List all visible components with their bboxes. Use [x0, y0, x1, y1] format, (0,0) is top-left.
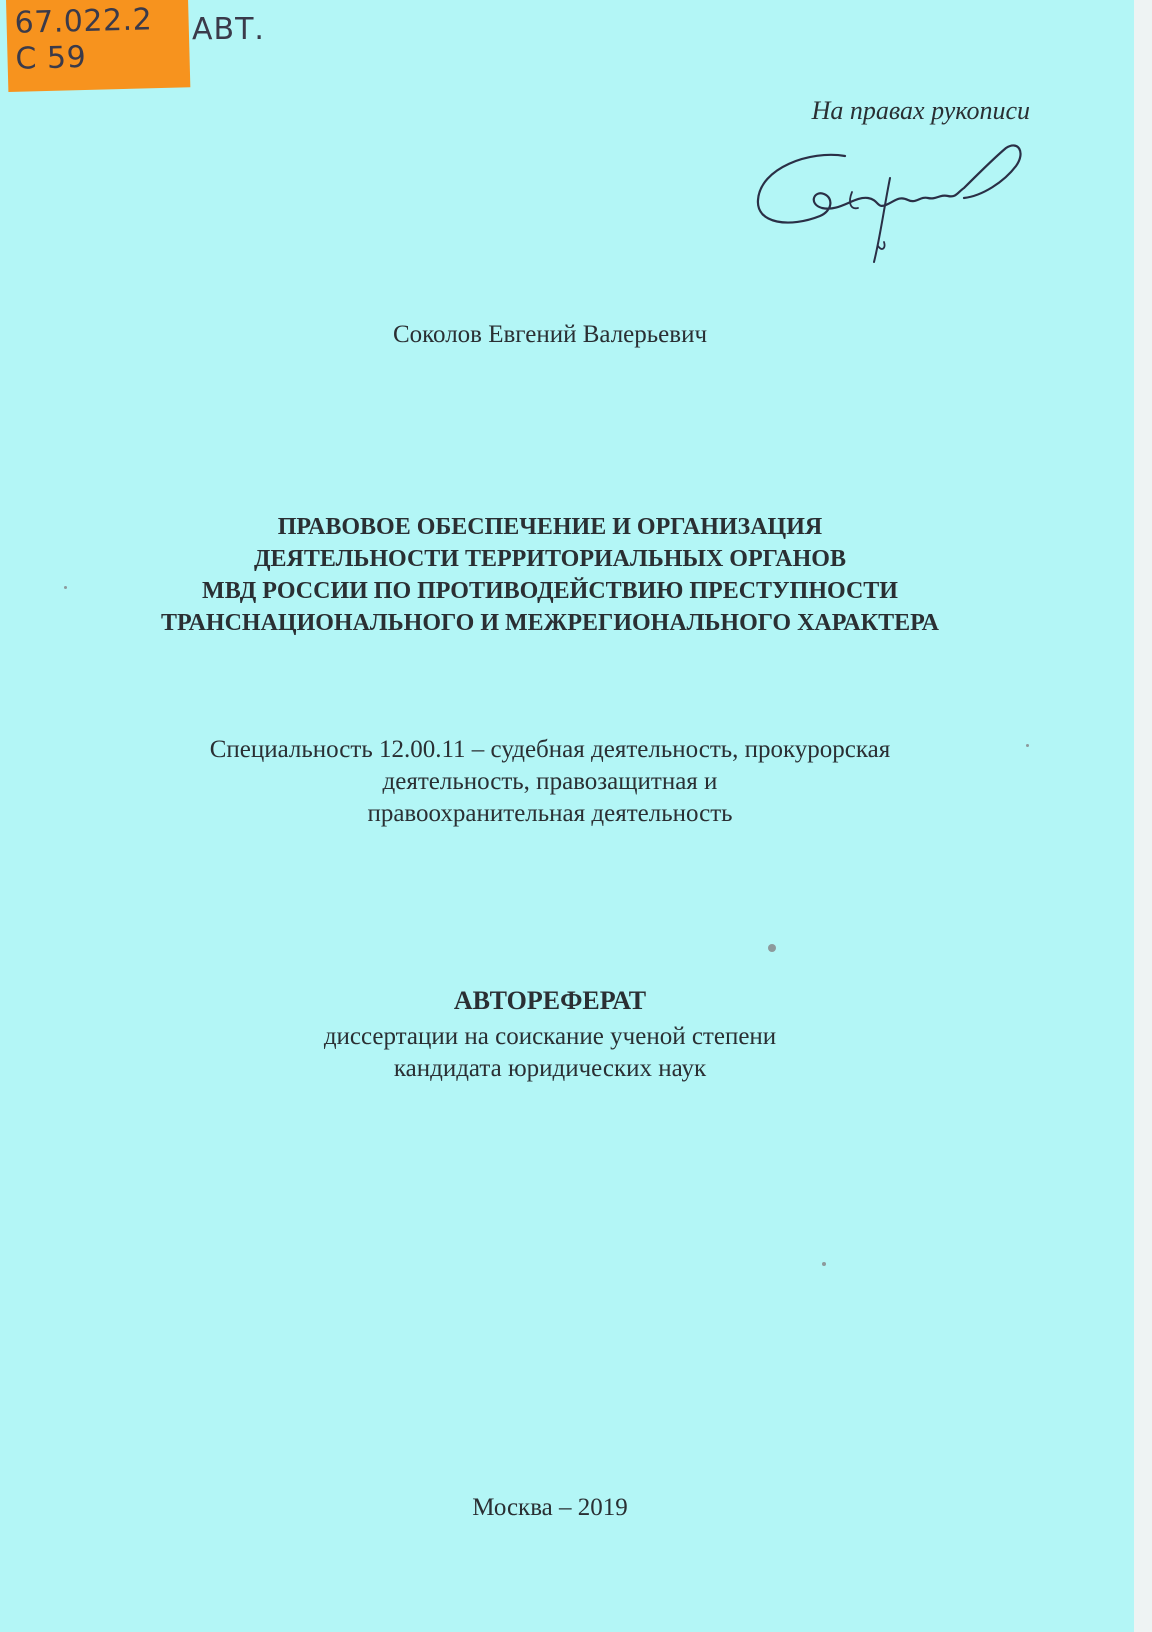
specialty-line: деятельность, правозащитная и — [382, 768, 718, 795]
specialty-line: правоохранительная деятельность — [367, 800, 733, 827]
specialty — [0, 734, 1100, 830]
author-name: Соколов Евгений Валерьевич — [392, 321, 708, 348]
paper-speck — [768, 944, 776, 952]
title-line: ТРАНСНАЦИОНАЛЬНОГО И МЕЖРЕГИОНАЛЬНОГО ХАРАКТЕРА — [160, 610, 940, 636]
scan-margin — [1134, 0, 1152, 1632]
description-line: диссертации на соискание ученой степени — [323, 1023, 777, 1050]
title-line: МВД РОССИИ ПО ПРОТИВОДЕЙСТВИЮ ПРЕСТУПНОСТИ — [202, 578, 898, 604]
paper-speck — [1026, 744, 1029, 747]
title-line: ПРАВОВОЕ ОБЕСПЕЧЕНИЕ И ОРГАНИЗАЦИЯ — [277, 514, 823, 540]
library-code-line2: С 59 — [15, 39, 87, 77]
handwritten-mark: АВТ. — [192, 12, 265, 47]
city-year: Москва – 2019 — [472, 1494, 628, 1521]
library-code-sticker — [6, 0, 190, 92]
document-description — [0, 1021, 1100, 1085]
author-signature — [750, 138, 1050, 268]
manuscript-note: На правах рукописи — [811, 96, 1030, 125]
dissertation-title — [0, 511, 1100, 639]
document-type: АВТОРЕФЕРАТ — [453, 986, 647, 1015]
library-code-line1: 67.022.2 — [14, 2, 153, 41]
description-line: кандидата юридических наук — [393, 1055, 707, 1082]
paper-speck — [64, 586, 67, 589]
paper-speck — [822, 1262, 826, 1266]
title-line: ДЕЯТЕЛЬНОСТИ ТЕРРИТОРИАЛЬНЫХ ОРГАНОВ — [254, 546, 846, 572]
specialty-line: Специальность 12.00.11 – судебная деятельность, прокурорская — [209, 736, 891, 763]
library-code — [14, 2, 153, 78]
